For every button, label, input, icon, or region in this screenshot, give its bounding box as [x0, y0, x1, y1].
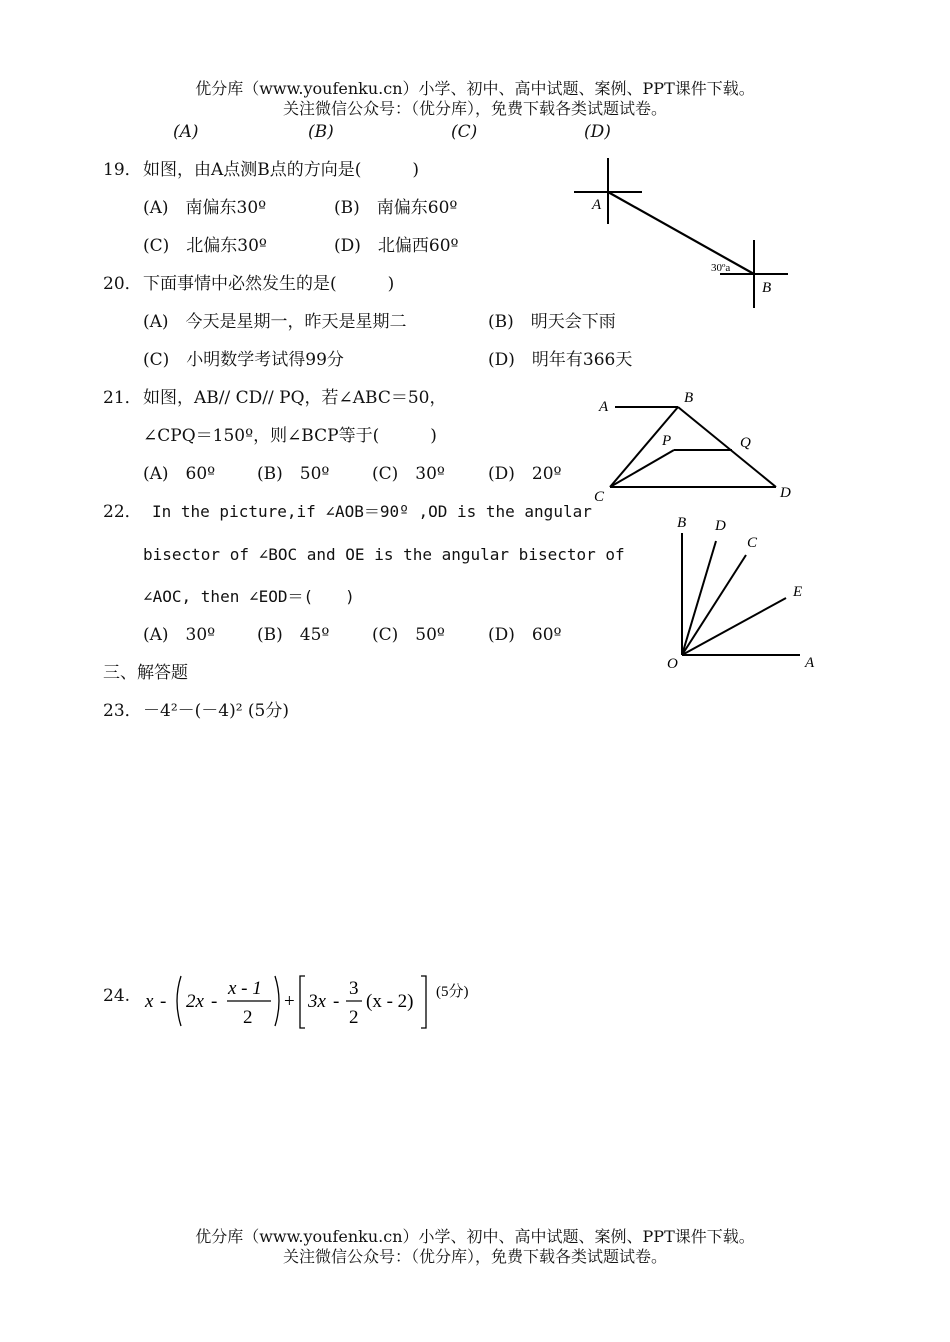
q19-option-b: (B) 南偏东60º: [334, 198, 458, 218]
q21-stem-line-1: 如图，AB// CD// PQ，若∠ABC＝50，: [143, 388, 447, 408]
q21-figure: [590, 385, 810, 505]
q24-right-bracket: [421, 976, 426, 1028]
q22-figure: [660, 505, 830, 675]
q24-paren-group: (x - 2): [366, 991, 414, 1012]
q22-label-a: A: [805, 655, 815, 671]
q20-option-b: (B) 明天会下雨: [488, 312, 616, 332]
prev-option-d: (D): [584, 122, 611, 142]
q20-option-d: (D) 明年有366天: [488, 350, 633, 370]
q22-number: 22．: [103, 502, 142, 522]
q22-label-b: B: [677, 515, 687, 531]
q24-minus-1: -: [160, 991, 167, 1012]
q21-label-q: Q: [740, 435, 751, 451]
q24-left-bracket: [300, 976, 305, 1028]
footer-line-2: 关注微信公众号：（优分库），免费下载各类试题试卷。: [282, 1247, 667, 1266]
q24-three-x: 3x: [308, 991, 326, 1012]
q24-numerator-2: 3: [349, 978, 359, 999]
q19-option-a: (A) 南偏东30º: [143, 198, 267, 218]
q24-minus-2: -: [211, 991, 218, 1012]
q19-label-b: B: [762, 280, 772, 296]
q23-expression: －4²－(－4)² (5分): [143, 701, 290, 721]
q22-line-1: In the picture,if ∠AOB＝90º ,OD is the angular: [152, 502, 592, 521]
q24-denominator-2: 2: [349, 1007, 359, 1028]
q22-line-3: ∠AOC, then ∠EOD＝( ): [143, 587, 355, 606]
section-heading: 三、解答题: [103, 663, 188, 683]
prev-option-b: (B): [308, 122, 334, 142]
q19-angle-label: 30ºa: [711, 262, 731, 274]
q21-option-c: (C) 30º: [372, 464, 445, 484]
prev-option-c: (C): [451, 122, 478, 142]
q21-stem-line-2: ∠CPQ＝150º，则∠BCP等于( ): [143, 426, 437, 446]
q24-score: (5分): [436, 984, 469, 1000]
q22-option-b: (B) 45º: [257, 625, 330, 645]
q22-label-e: E: [793, 584, 803, 600]
q24-left-paren: [177, 976, 181, 1026]
prev-option-a: (A): [173, 122, 199, 142]
q20-option-c: (C) 小明数学考试得99分: [143, 350, 344, 370]
q24-numerator-1: x - 1: [228, 978, 262, 999]
q22-option-d: (D) 60º: [488, 625, 562, 645]
q22-option-c: (C) 50º: [372, 625, 445, 645]
q23-number: 23．: [103, 701, 142, 721]
header-line-1: 优分库（www.youfenku.cn）小学、初中、高中试题、案例、PPT课件下载。: [195, 79, 755, 98]
q24-plus: +: [284, 991, 295, 1012]
q21-number: 21．: [103, 388, 142, 408]
q24-right-paren: [275, 976, 279, 1026]
q24-expression: [143, 970, 503, 1035]
q21-option-d: (D) 20º: [488, 464, 562, 484]
q21-option-b: (B) 50º: [257, 464, 330, 484]
q21-label-p: P: [662, 433, 672, 449]
footer-line-1: 优分库（www.youfenku.cn）小学、初中、高中试题、案例、PPT课件下载。: [195, 1227, 755, 1246]
q21-option-a: (A) 60º: [143, 464, 216, 484]
q20-option-a: (A) 今天是星期一，昨天是星期二: [143, 312, 407, 332]
q22-label-o: O: [667, 656, 678, 672]
q22-option-a: (A) 30º: [143, 625, 216, 645]
q21-label-a: A: [599, 399, 609, 415]
q22-line-2: bisector of ∠BOC and OE is the angular bisector of: [143, 545, 625, 564]
q21-label-c: C: [594, 489, 605, 505]
q24-two-x: 2x: [186, 991, 204, 1012]
q20-number: 20．: [103, 274, 142, 294]
q19-option-d: (D) 北偏西60º: [334, 236, 459, 256]
q19-figure: [560, 150, 800, 315]
q19-stem: 如图，由A点测B点的方向是( ): [143, 160, 420, 180]
header-line-2: 关注微信公众号：（优分库），免费下载各类试题试卷。: [282, 99, 667, 118]
q22-label-c: C: [747, 535, 758, 551]
q24-number: 24.: [103, 986, 131, 1006]
q19-number: 19．: [103, 160, 142, 180]
q19-label-a: A: [592, 197, 602, 213]
q24-x: x: [145, 991, 154, 1012]
q24-minus-3: -: [333, 991, 340, 1012]
q20-stem: 下面事情中必然发生的是( ): [143, 274, 395, 294]
q19-option-c: (C) 北偏东30º: [143, 236, 267, 256]
q24-denominator-1: 2: [243, 1007, 253, 1028]
q22-label-d: D: [715, 518, 726, 534]
q21-label-d: D: [780, 485, 791, 501]
q21-label-b: B: [684, 390, 694, 406]
